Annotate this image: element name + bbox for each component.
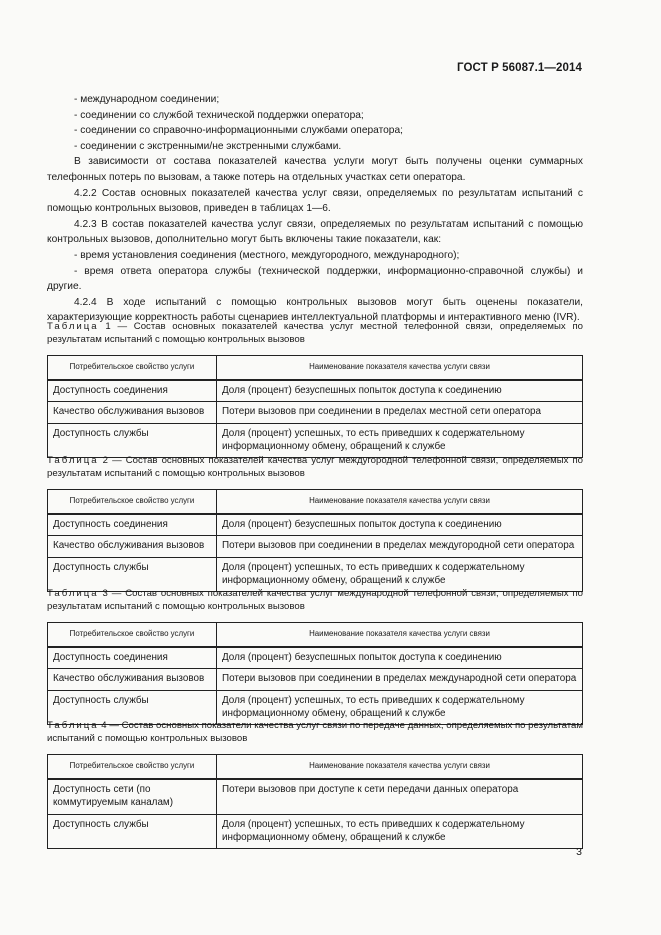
table-row xyxy=(48,380,583,402)
table-cell: Потери вызовов при соединении в пределах местной сети оператора xyxy=(217,402,583,423)
table-row xyxy=(48,423,583,458)
table-4 xyxy=(47,754,583,849)
table-cell: Доля (процент) безуспешных попыток доступа к соединению xyxy=(217,514,583,536)
column-header: Наименование показателя качества услуги связи xyxy=(217,755,583,779)
page-number: 3 xyxy=(576,846,582,858)
table-cell: Потери вызовов при доступе к сети передачи данных оператора xyxy=(217,779,583,814)
table-caption-text: 4 — Состав основных показатели качества услуг связи по передаче данных, определяемых по результатам испытаний с помощью контрольных вызовов xyxy=(47,720,583,745)
list-item: - соединении с экстренными/не экстренными службами. xyxy=(74,140,342,152)
table-caption xyxy=(47,454,583,480)
table-row xyxy=(48,779,583,814)
table-cell: Доля (процент) успешных, то есть приведших к содержательному информационному обмену, обращений к службе xyxy=(217,814,583,849)
column-header: Потребительское свойство услуги xyxy=(48,755,217,779)
list-item: - соединении со службой технической поддержки оператора; xyxy=(74,109,364,121)
table-cell: Доступность соединения xyxy=(48,514,217,536)
table-caption-text: 3 — Состав основных показателей качества услуг международной телефонной связи, определяемых по результатам испытаний с помощью контрольных вызовов xyxy=(47,588,583,613)
table-row xyxy=(48,536,583,557)
table-row xyxy=(48,402,583,423)
table-header-row xyxy=(48,623,583,647)
table-label: Таблица xyxy=(47,720,99,731)
table-caption-text: 1 — Состав основных показателей качества услуг местной телефонной связи, определяемых по результатам испытаний с помощью контрольных вызовов xyxy=(47,321,583,346)
table-cell: Качество обслуживания вызовов xyxy=(48,536,217,557)
table-1-section xyxy=(47,320,583,458)
table-cell: Доля (процент) успешных, то есть приведших к содержательному информационному обмену, обращений к службе xyxy=(217,690,583,725)
list-item: - соединении со справочно-информационными службами оператора; xyxy=(74,125,403,137)
column-header: Потребительское свойство услуги xyxy=(48,490,217,514)
table-cell: Доля (процент) успешных, то есть приведших к содержательному информационному обмену, обращений к службе xyxy=(217,423,583,458)
table-row xyxy=(48,647,583,669)
table-cell: Качество обслуживания вызовов xyxy=(48,669,217,690)
column-header: Потребительское свойство услуги xyxy=(48,356,217,380)
table-3 xyxy=(47,622,583,725)
table-row xyxy=(48,514,583,536)
paragraph: В зависимости от состава показателей качества услуги могут быть получены оценки суммарных телефонных потерь по вызовам, а также потерь на отдельных участках сети оператора. xyxy=(47,156,583,183)
table-label: Таблица xyxy=(47,588,99,599)
table-caption xyxy=(47,320,583,346)
column-header: Наименование показателя качества услуги связи xyxy=(217,623,583,647)
table-2-section xyxy=(47,454,583,592)
paragraph-4-2-4: 4.2.4 В ходе испытаний с помощью контрольных вызовов могут быть оценены показатели, характеризующие корректность работы сценариев интеллектуальной платформы и интерактивного меню (IVR). xyxy=(47,296,583,324)
table-cell: Доля (процент) успешных, то есть приведших к содержательному информационному обмену, обращений к службе xyxy=(217,557,583,592)
table-cell: Доступность соединения xyxy=(48,647,217,669)
document-id-header: ГОСТ Р 56087.1—2014 xyxy=(457,62,582,74)
table-row xyxy=(48,814,583,849)
table-caption xyxy=(47,719,583,745)
list-item: - время ответа оператора службы (технической поддержки, информационно-справочной службы) и другие. xyxy=(47,265,583,293)
table-cell: Доступность службы xyxy=(48,690,217,725)
table-cell: Доступность службы xyxy=(48,814,217,849)
list-item: - время установления соединения (местного, междугородного, международного); xyxy=(74,249,460,261)
table-cell: Доступность сети (по коммутируемым каналам) xyxy=(48,779,217,814)
table-header-row xyxy=(48,755,583,779)
table-row xyxy=(48,669,583,690)
table-cell: Качество обслуживания вызовов xyxy=(48,402,217,423)
table-cell: Доступность службы xyxy=(48,423,217,458)
table-cell: Потери вызовов при соединении в пределах международной сети оператора xyxy=(217,669,583,690)
table-1 xyxy=(47,355,583,458)
paragraph-4-2-3: 4.2.3 В состав показателей качества услуг связи, определяемых по результатам испытаний с помощью контрольных вызовов, дополнительно могут быть включены такие показатели, как: xyxy=(47,218,583,246)
table-label: Таблица xyxy=(47,455,99,466)
table-3-section xyxy=(47,587,583,725)
table-cell: Потери вызовов при соединении в пределах междугородной сети оператора xyxy=(217,536,583,557)
table-2 xyxy=(47,489,583,592)
table-label: Таблица xyxy=(47,321,99,332)
column-header: Потребительское свойство услуги xyxy=(48,623,217,647)
paragraph-4-2-2: 4.2.2 Состав основных показателей качества услуг связи, определяемых по результатам испытаний с помощью контрольных вызовов, приведен в таблицах 1—6. xyxy=(47,187,583,215)
table-cell: Доступность соединения xyxy=(48,380,217,402)
column-header: Наименование показателя качества услуги связи xyxy=(217,490,583,514)
list-item: - международном соединении; xyxy=(74,94,220,105)
table-header-row xyxy=(48,356,583,380)
table-4-section xyxy=(47,719,583,849)
column-header: Наименование показателя качества услуги связи xyxy=(217,356,583,380)
table-cell: Доступность службы xyxy=(48,557,217,592)
table-cell: Доля (процент) безуспешных попыток доступа к соединению xyxy=(217,380,583,402)
body-text xyxy=(47,92,583,326)
table-caption xyxy=(47,587,583,613)
table-header-row xyxy=(48,490,583,514)
table-cell: Доля (процент) безуспешных попыток доступа к соединению xyxy=(217,647,583,669)
table-caption-text: 2 — Состав основных показателей качества услуг междугородной телефонной связи, определяемых по результатам испытаний с помощью контрольных вызовов xyxy=(47,455,583,480)
